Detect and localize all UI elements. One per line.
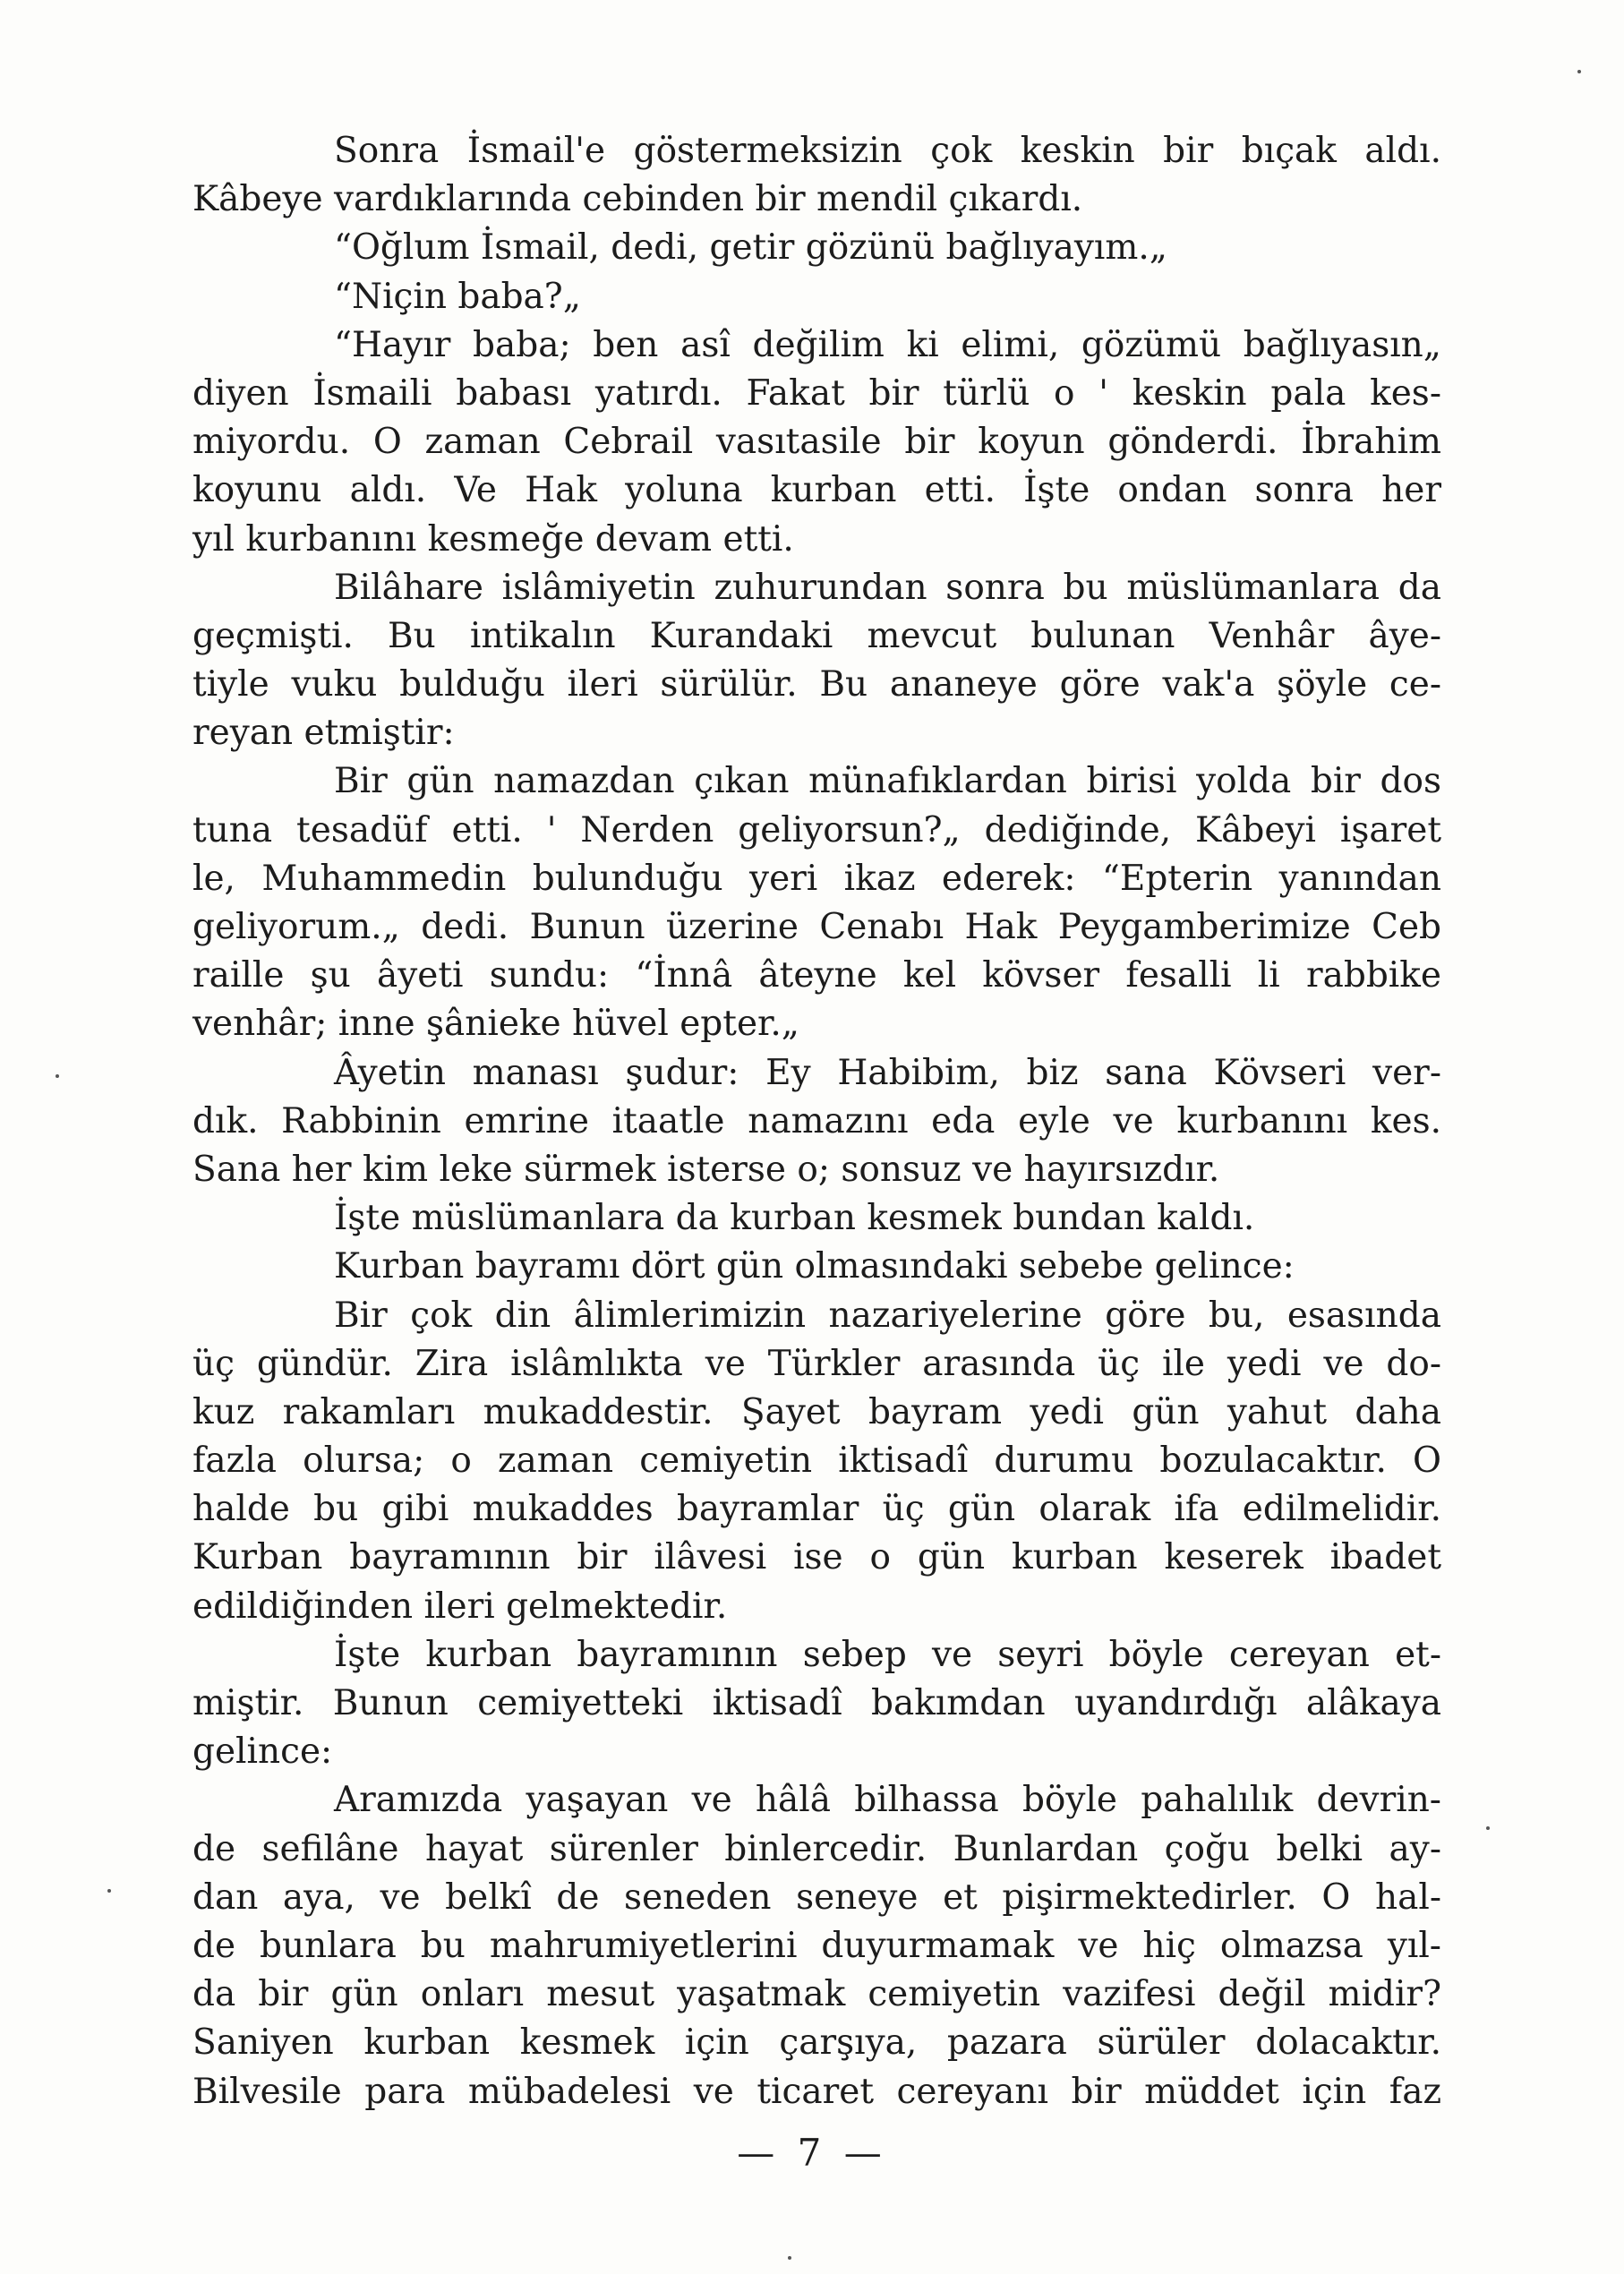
text-line: Saniyen kurban kesmek için çarşıya, pazara sürüler dolacaktır.: [192, 2022, 1441, 2064]
scan-speck: [788, 2256, 791, 2260]
text-line: İşte kurban bayramının sebep ve seyri böyle cereyan et-: [334, 1634, 1441, 1675]
text-line: raille şu âyeti sundu: “İnnâ âteyne kel kövser fesalli li rabbike: [192, 955, 1441, 996]
text-line: reyan etmiştir:: [192, 713, 455, 754]
text-line: “Hayır baba; ben asî değilim ki elimi, gözümü bağlıyasın„: [334, 324, 1441, 365]
scan-speck: [1486, 1826, 1490, 1830]
text-line: geliyorum.„ dedi. Bunun üzerine Cenabı Hak Peygamberimize Ceb: [192, 907, 1441, 947]
text-line: “Oğlum İsmail, dedi, getir gözünü bağlıyayım.„: [334, 227, 1167, 269]
text-line: fazla olursa; o zaman cemiyetin iktisadî durumu bozulacaktır. O: [192, 1440, 1441, 1482]
text-line: tiyle vuku bulduğu ileri sürülür. Bu ananeye göre vak'a şöyle ce-: [192, 664, 1441, 705]
text-line: dık. Rabbinin emrine itaatle namazını eda eyle ve kurbanını kes.: [192, 1100, 1441, 1141]
text-line: Kâbeye vardıklarında cebinden bir mendil çıkardı.: [192, 179, 1083, 220]
text-line: de bunlara bu mahrumiyetlerini duyurmamak ve hiç olmazsa yıl-: [192, 1925, 1441, 1966]
body-text: [192, 127, 1441, 2116]
text-line: Sonra İsmail'e göstermeksizin çok keskin bir bıçak aldı.: [334, 131, 1441, 171]
text-line: koyunu aldı. Ve Hak yoluna kurban etti. İşte ondan sonra her: [192, 470, 1441, 511]
text-line: dan aya, ve belkî de seneden seneye et pişirmektedirler. O hal-: [192, 1876, 1441, 1918]
text-line: tuna tesadüf etti. ' Nerden geliyorsun?„ dediğinde, Kâbeyi işaret: [192, 809, 1441, 851]
text-line: venhâr; inne şânieke hüvel epter.„: [192, 1004, 799, 1045]
page-number: — 7 —: [737, 2131, 887, 2175]
text-line: da bir gün onları mesut yaşatmak cemiyetin vazifesi değil midir?: [192, 1974, 1441, 2015]
text-line: Aramızda yaşayan ve hâlâ bilhassa böyle pahalılık devrin-: [334, 1780, 1441, 1821]
text-line: İşte müslümanlara da kurban kesmek bundan kaldı.: [334, 1198, 1255, 1239]
text-line: Âyetin manası şudur: Ey Habibim, biz sana Kövseri ver-: [334, 1052, 1441, 1093]
text-line: miştir. Bunun cemiyetteki iktisadî bakımdan uyandırdığı alâkaya: [192, 1683, 1441, 1723]
text-line: geçmişti. Bu intikalın Kurandaki mevcut bulunan Venhâr âye-: [192, 615, 1441, 656]
text-line: “Niçin baba?„: [334, 276, 581, 317]
text-line: miyordu. O zaman Cebrail vasıtasile bir koyun gönderdi. İbrahim: [192, 422, 1441, 463]
text-line: le, Muhammedin bulunduğu yeri ikaz ederek: “Epterin yanından: [192, 858, 1441, 899]
text-line: Bir gün namazdan çıkan münafıklardan birisi yolda bir dos: [334, 761, 1441, 802]
scan-speck: [107, 1889, 111, 1893]
scan-speck: [1577, 70, 1581, 73]
text-line: gelince:: [192, 1731, 333, 1773]
text-line: halde bu gibi mukaddes bayramlar üç gün olarak ifa edilmelidir.: [192, 1489, 1441, 1530]
text-line: de sefilâne hayat sürenler binlercedir. Bunlardan çoğu belki ay-: [192, 1828, 1441, 1869]
text-line: Sana her kim leke sürmek isterse o; sonsuz ve hayırsızdır.: [192, 1149, 1220, 1190]
text-line: Bilvesile para mübadelesi ve ticaret cereyanı bir müddet için faz: [192, 2071, 1441, 2112]
scan-speck: [56, 1074, 59, 1078]
text-line: üç gündür. Zira islâmlıkta ve Türkler arasında üç ile yedi ve do-: [192, 1343, 1441, 1384]
text-line: kuz rakamları mukaddestir. Şayet bayram yedi gün yahut daha: [192, 1391, 1441, 1432]
text-line: edildiğinden ileri gelmektedir.: [192, 1586, 728, 1627]
text-line: Kurban bayramının bir ilâvesi ise o gün kurban keserek ibadet: [192, 1537, 1441, 1578]
text-line: Kurban bayramı dört gün olmasındaki sebebe gelince:: [334, 1246, 1295, 1287]
text-line: yıl kurbanını kesmeğe devam etti.: [192, 518, 794, 560]
text-line: Bilâhare islâmiyetin zuhurundan sonra bu müslümanlara da: [334, 567, 1441, 608]
text-line: diyen İsmaili babası yatırdı. Fakat bir türlü o ' keskin pala kes-: [192, 372, 1441, 414]
text-line: Bir çok din âlimlerimizin nazariyelerine göre bu, esasında: [334, 1295, 1441, 1336]
